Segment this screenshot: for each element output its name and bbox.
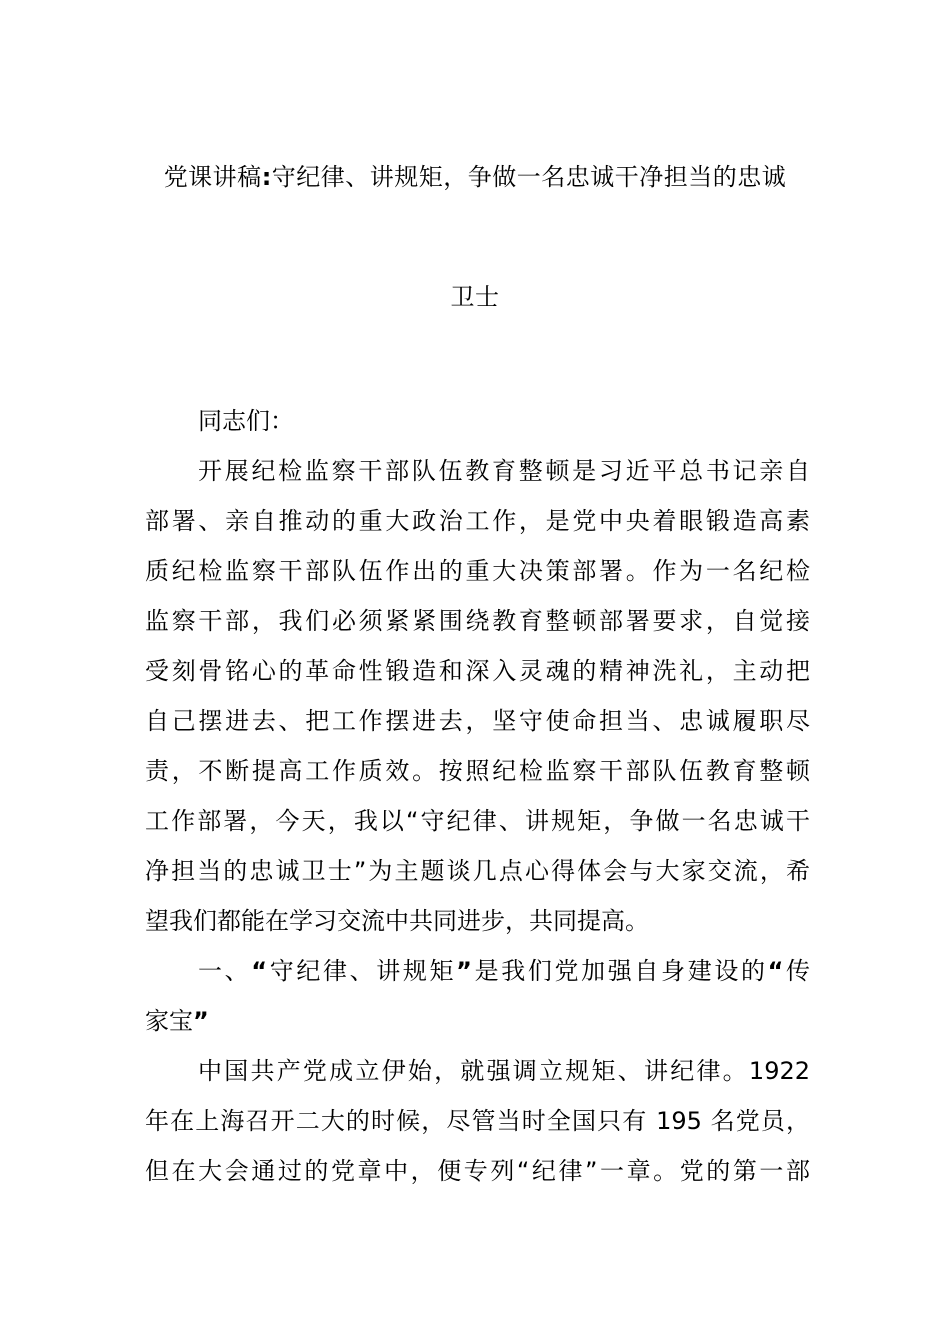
- paragraph-1-line: 受刻骨铭心的革命性锻造和深入灵魂的精神洗礼，主动把: [145, 657, 810, 685]
- heading-quoted-text: 守纪律、讲规矩: [267, 957, 457, 985]
- paragraph-1-line: 责，不断提高工作质效。按照纪检监察干部队伍教育整顿: [145, 757, 810, 785]
- paragraph-1-line: 净担当的忠诚卫士”为主题谈几点心得体会与大家交流，希: [145, 857, 810, 885]
- heading-quote2-close: ”: [193, 1007, 209, 1035]
- paragraph-1-line: 监察干部，我们必须紧紧围绕教育整顿部署要求，自觉接: [145, 607, 810, 635]
- heading-prefix: 一、: [198, 957, 252, 985]
- document-title-line-2: 卫士: [450, 283, 500, 311]
- paragraph-1-line: 部署、亲自推动的重大政治工作，是党中央着眼锻造高素: [145, 507, 810, 535]
- paragraph-2-line: 但在大会通过的党章中，便专列“纪律”一章。党的第一部: [145, 1157, 810, 1185]
- document-title-line-1: [0, 162, 950, 192]
- greeting: 同志们：: [198, 407, 294, 435]
- heading-quote2-open: “: [767, 957, 784, 985]
- title-colon: :: [261, 163, 272, 191]
- section-heading-1-line-2: [145, 996, 810, 1046]
- paragraph-1-line: 开展纪检监察干部队伍教育整顿是习近平总书记亲自: [198, 457, 810, 485]
- paragraph-1-line: 自己摆进去、把工作摆进去，坚守使命担当、忠诚履职尽: [145, 707, 810, 735]
- paragraph-2-line: 中国共产党成立伊始，就强调立规矩、讲纪律。1922: [198, 1057, 810, 1085]
- paragraph-2-line: 年在上海召开二大的时候，尽管当时全国只有 195 名党员，: [145, 1107, 810, 1135]
- heading-quote-open: “: [251, 957, 268, 985]
- heading-middle-text: 是我们党加强自身建设的: [471, 957, 768, 985]
- paragraph-2: [145, 1046, 810, 1196]
- heading-quote-close: ”: [456, 957, 472, 985]
- section-heading-1-line-1: [145, 946, 810, 996]
- paragraph-1-line: 工作部署，今天，我以“守纪律、讲规矩，争做一名忠诚干: [145, 807, 810, 835]
- paragraph-1: [145, 446, 810, 946]
- document-body: [145, 396, 810, 1196]
- paragraph-1-line: 质纪检监察干部队伍作出的重大决策部署。作为一名纪检: [145, 557, 810, 585]
- heading-line1-end: 传: [783, 957, 811, 985]
- title-part2: 守纪律、讲规矩，争做一名忠诚干净担当的忠诚: [271, 163, 787, 191]
- paragraph-1-line: 望我们都能在学习交流中共同进步，共同提高。: [145, 907, 649, 935]
- title-part1: 党课讲稿: [163, 163, 262, 191]
- heading-line2-start: 家宝: [145, 1007, 193, 1035]
- section-heading-1: [145, 946, 810, 1046]
